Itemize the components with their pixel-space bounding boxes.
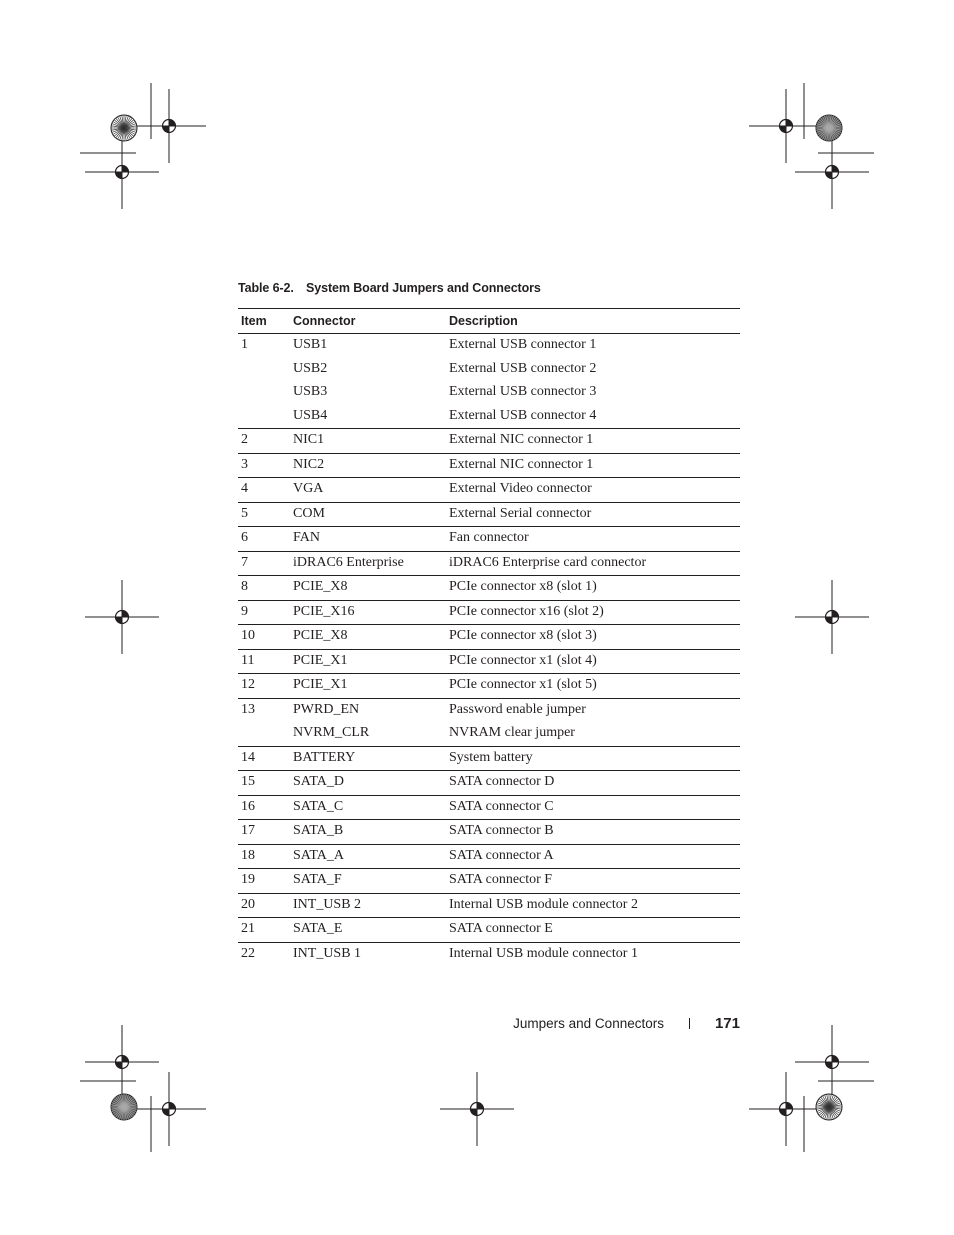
header-connector: Connector: [293, 314, 356, 328]
table-row: [238, 845, 740, 870]
table-row-line: [238, 527, 740, 551]
registration-mark-icon: [85, 580, 159, 654]
cell-connector: USB2: [293, 360, 328, 376]
table-row: [238, 820, 740, 845]
table-row: [238, 478, 740, 503]
table-row: [238, 699, 740, 747]
cell-connector: SATA_A: [293, 847, 344, 863]
table-row-line: [238, 699, 740, 723]
cell-description: Internal USB module connector 2: [449, 896, 638, 912]
table-row: [238, 771, 740, 796]
cell-connector: BATTERY: [293, 749, 356, 765]
cell-connector: SATA_C: [293, 798, 344, 814]
cell-description: External USB connector 2: [449, 360, 597, 376]
table-row: [238, 625, 740, 650]
cell-description: System battery: [449, 749, 533, 765]
registration-target-icon: [816, 115, 842, 141]
table-row-line: [238, 820, 740, 844]
cell-item: 3: [241, 456, 248, 472]
cell-item: 15: [241, 774, 255, 789]
cell-item: 14: [241, 749, 255, 765]
cell-description: External NIC connector 1: [449, 432, 594, 447]
registration-mark-icon: [85, 135, 159, 209]
cell-description: External NIC connector 1: [449, 456, 594, 472]
cell-item: 10: [241, 628, 255, 643]
connectors-table: [238, 308, 740, 966]
table-row-line: [238, 381, 740, 405]
table-row: [238, 334, 740, 429]
table-row: [238, 601, 740, 626]
table-header-row: [238, 309, 740, 334]
cell-item: 8: [241, 579, 248, 594]
cell-connector: SATA_D: [293, 774, 344, 789]
cell-connector: SATA_B: [293, 823, 344, 838]
registration-mark-icon: [132, 89, 206, 163]
cell-description: External USB connector 1: [449, 337, 597, 352]
registration-mark-icon: [795, 135, 869, 209]
table-row-line: [238, 894, 740, 918]
table-row-line: [238, 552, 740, 576]
cell-connector: iDRAC6 Enterprise: [293, 554, 404, 570]
registration-target-icon: [111, 1094, 137, 1120]
cell-item: 7: [241, 554, 248, 570]
cell-item: 6: [241, 530, 248, 545]
table-row: [238, 796, 740, 821]
table-row-line: [238, 943, 740, 967]
table-row-line: [238, 796, 740, 820]
table-row-line: [238, 478, 740, 502]
table-row: [238, 650, 740, 675]
cell-description: SATA connector C: [449, 798, 554, 814]
table-row: [238, 918, 740, 943]
cell-connector: NIC1: [293, 432, 325, 447]
registration-mark-icon: [749, 1072, 823, 1146]
cell-item: 18: [241, 847, 255, 863]
table-row-line: [238, 869, 740, 893]
cell-description: SATA connector E: [449, 921, 553, 936]
table-row-line: [238, 650, 740, 674]
registration-mark-icon: [795, 580, 869, 654]
table-row: [238, 894, 740, 919]
cell-connector: INT_USB 1: [293, 945, 362, 961]
table-row: [238, 869, 740, 894]
table-row: [238, 503, 740, 528]
cell-description: PCIe connector x8 (slot 3): [449, 628, 597, 643]
table-body: [238, 334, 740, 966]
cell-description: PCIe connector x8 (slot 1): [449, 579, 597, 594]
cell-item: 19: [241, 872, 255, 887]
cell-connector: SATA_E: [293, 921, 343, 936]
page-number: 171: [714, 1015, 740, 1032]
table-row: [238, 454, 740, 479]
table-row: [238, 943, 740, 967]
cell-description: iDRAC6 Enterprise card connector: [449, 554, 647, 570]
table-row-line: [238, 429, 740, 453]
registration-target-icon: [111, 115, 137, 141]
cell-connector: PCIE_X8: [293, 579, 348, 594]
table-row: [238, 674, 740, 699]
cell-item: 21: [241, 921, 255, 936]
cell-connector: SATA_F: [293, 872, 342, 887]
cell-description: SATA connector B: [449, 823, 554, 838]
cell-item: 2: [241, 432, 248, 447]
footer-section-title: Jumpers and Connectors: [513, 1016, 664, 1031]
table-row-line: [238, 674, 740, 698]
cell-item: 13: [241, 701, 255, 717]
registration-mark-icon: [85, 1025, 159, 1099]
cell-connector: USB3: [293, 384, 328, 399]
table-row-line: [238, 454, 740, 478]
table-row-line: [238, 625, 740, 649]
header-description: Description: [449, 314, 518, 328]
table-row-line: [238, 771, 740, 795]
cell-description: NVRAM clear jumper: [449, 725, 575, 740]
page-footer: [513, 1015, 740, 1032]
cell-item: 1: [241, 337, 248, 352]
cell-connector: PWRD_EN: [293, 701, 360, 717]
table-row-line: [238, 334, 740, 358]
table-row-line: [238, 722, 740, 746]
table-caption-number: Table 6-2.: [238, 281, 294, 295]
cell-item: 9: [241, 603, 248, 619]
header-item: Item: [241, 314, 267, 328]
cell-connector: USB4: [293, 407, 328, 423]
cell-connector: NVRM_CLR: [293, 725, 370, 740]
footer-separator: [689, 1018, 690, 1029]
table-caption-title: System Board Jumpers and Connectors: [306, 281, 541, 295]
table-row: [238, 576, 740, 601]
cell-connector: NIC2: [293, 456, 325, 472]
cell-item: 16: [241, 798, 255, 814]
cell-description: External Video connector: [449, 481, 592, 496]
cell-description: External USB connector 4: [449, 407, 597, 423]
cell-item: 22: [241, 945, 255, 961]
cell-connector: VGA: [293, 481, 324, 496]
cell-description: Fan connector: [449, 530, 529, 545]
registration-mark-icon: [440, 1072, 514, 1146]
table-row-line: [238, 845, 740, 869]
cell-description: Internal USB module connector 1: [449, 945, 638, 961]
table-row: [238, 527, 740, 552]
table-row: [238, 429, 740, 454]
cell-item: 12: [241, 677, 255, 692]
table-row-line: [238, 503, 740, 527]
cell-connector: INT_USB 2: [293, 896, 362, 912]
cell-item: 5: [241, 505, 248, 521]
cell-description: Password enable jumper: [449, 701, 586, 717]
cell-description: PCIe connector x1 (slot 4): [449, 652, 597, 668]
registration-mark-icon: [132, 1072, 206, 1146]
cell-connector: PCIE_X8: [293, 628, 348, 643]
cell-item: 17: [241, 823, 255, 838]
cell-connector: PCIE_X16: [293, 603, 355, 619]
cell-item: 20: [241, 896, 255, 912]
cell-connector: PCIE_X1: [293, 677, 348, 692]
table-row-line: [238, 405, 740, 429]
cell-description: SATA connector D: [449, 774, 555, 789]
cell-description: PCIe connector x16 (slot 2): [449, 603, 604, 619]
table-row-line: [238, 601, 740, 625]
cell-connector: PCIE_X1: [293, 652, 348, 668]
table-row-line: [238, 358, 740, 382]
table-row-line: [238, 747, 740, 771]
registration-mark-icon: [749, 89, 823, 163]
table-row: [238, 552, 740, 577]
cell-description: External USB connector 3: [449, 384, 597, 399]
cell-connector: USB1: [293, 337, 328, 352]
cell-connector: COM: [293, 505, 325, 521]
cell-description: External Serial connector: [449, 505, 592, 521]
cell-item: 4: [241, 481, 248, 496]
table-row: [238, 747, 740, 772]
table-row-line: [238, 576, 740, 600]
table-row-line: [238, 918, 740, 942]
cell-connector: FAN: [293, 530, 320, 545]
cell-description: PCIe connector x1 (slot 5): [449, 677, 597, 692]
registration-mark-icon: [795, 1025, 869, 1099]
cell-description: SATA connector A: [449, 847, 554, 863]
cell-item: 11: [241, 652, 255, 668]
cell-description: SATA connector F: [449, 872, 553, 887]
table-caption: [238, 281, 541, 295]
registration-target-icon: [816, 1094, 842, 1120]
